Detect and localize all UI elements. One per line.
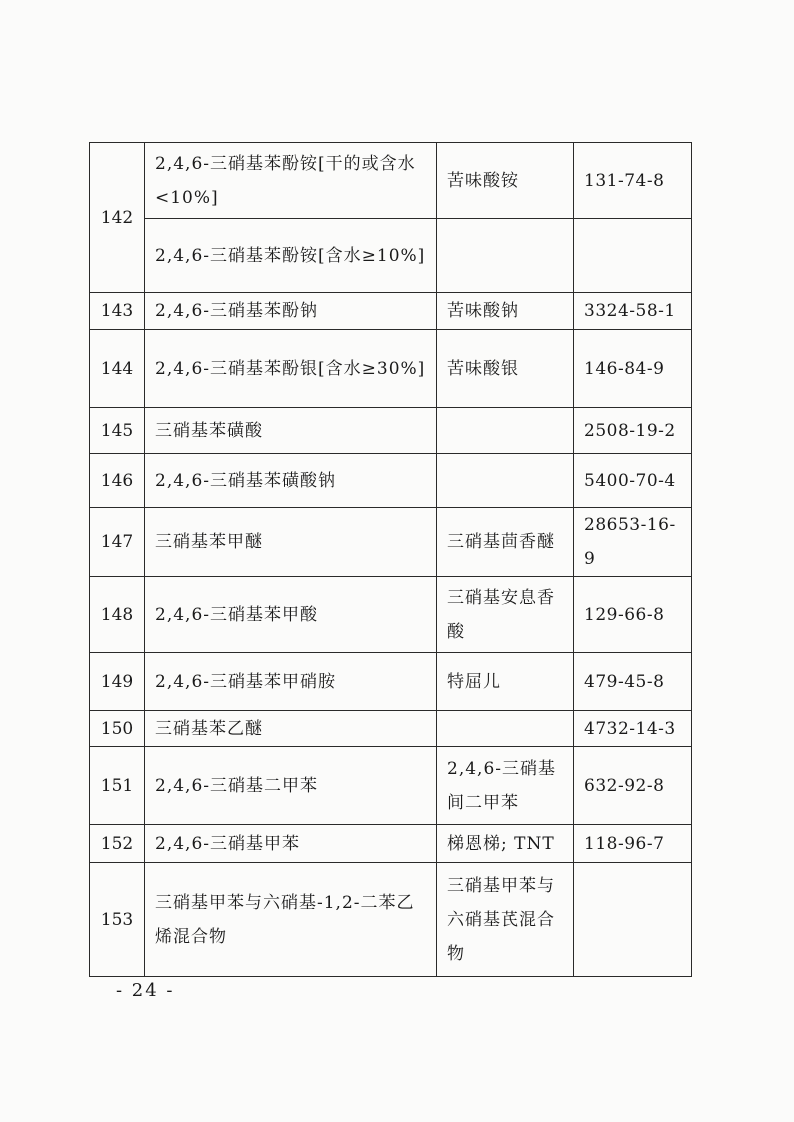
cas-number: [574, 219, 692, 293]
chemical-name: 2,4,6-三硝基苯酚铵[含水≥10%]: [145, 219, 437, 293]
page-number: - 24 -: [116, 980, 175, 1001]
cas-number: 632-92-8: [574, 747, 692, 825]
row-number: 144: [90, 330, 145, 408]
chemical-name: 2,4,6-三硝基甲苯: [145, 825, 437, 863]
chemical-alias: [437, 711, 574, 747]
row-number: 148: [90, 577, 145, 653]
chemical-alias: 苦味酸银: [437, 330, 574, 408]
table-row: [90, 219, 692, 293]
chemical-alias: 苦味酸铵: [437, 143, 574, 219]
chemical-alias: 三硝基茴香醚: [437, 508, 574, 577]
cas-number: 28653-16-9: [574, 508, 692, 577]
chemical-name: 2,4,6-三硝基苯甲硝胺: [145, 653, 437, 711]
cas-number: [574, 863, 692, 977]
table-row: [90, 711, 692, 747]
chemical-name: 三硝基甲苯与六硝基-1,2-二苯乙烯混合物: [145, 863, 437, 977]
row-number: 149: [90, 653, 145, 711]
table-row: [90, 577, 692, 653]
chemical-name: 2,4,6-三硝基苯酚银[含水≥30%]: [145, 330, 437, 408]
table-row: [90, 508, 692, 577]
cas-number: 4732-14-3: [574, 711, 692, 747]
row-number: 142: [90, 143, 145, 293]
table-row: [90, 825, 692, 863]
table-row: [90, 747, 692, 825]
chemical-name: 2,4,6-三硝基苯酚钠: [145, 293, 437, 330]
chemical-table: [89, 142, 692, 977]
table-row: [90, 863, 692, 977]
row-number: 153: [90, 863, 145, 977]
chemical-name: 三硝基苯甲醚: [145, 508, 437, 577]
chemical-name: 2,4,6-三硝基苯酚铵[干的或含水<10%]: [145, 143, 437, 219]
table-row: [90, 330, 692, 408]
chemical-alias: 三硝基安息香酸: [437, 577, 574, 653]
cas-number: 479-45-8: [574, 653, 692, 711]
chemical-alias: 三硝基甲苯与六硝基芪混合物: [437, 863, 574, 977]
row-number: 145: [90, 408, 145, 454]
table-row: [90, 454, 692, 508]
table-row: [90, 293, 692, 330]
chemical-name: 三硝基苯磺酸: [145, 408, 437, 454]
chemical-alias: [437, 408, 574, 454]
cas-number: 2508-19-2: [574, 408, 692, 454]
table-row: [90, 653, 692, 711]
chemical-alias: 苦味酸钠: [437, 293, 574, 330]
chemical-alias: 特屈儿: [437, 653, 574, 711]
row-number: 146: [90, 454, 145, 508]
cas-number: 131-74-8: [574, 143, 692, 219]
row-number: 147: [90, 508, 145, 577]
row-number: 143: [90, 293, 145, 330]
chemical-name: 三硝基苯乙醚: [145, 711, 437, 747]
table-row: [90, 408, 692, 454]
cas-number: 129-66-8: [574, 577, 692, 653]
chemical-alias: 梯恩梯; TNT: [437, 825, 574, 863]
row-number: 151: [90, 747, 145, 825]
row-number: 152: [90, 825, 145, 863]
chemical-alias: [437, 219, 574, 293]
row-number: 150: [90, 711, 145, 747]
cas-number: 3324-58-1: [574, 293, 692, 330]
cas-number: 5400-70-4: [574, 454, 692, 508]
cas-number: 118-96-7: [574, 825, 692, 863]
chemical-name: 2,4,6-三硝基二甲苯: [145, 747, 437, 825]
chemical-alias: 2,4,6-三硝基间二甲苯: [437, 747, 574, 825]
table-row: [90, 143, 692, 219]
chemical-alias: [437, 454, 574, 508]
chemical-name: 2,4,6-三硝基苯甲酸: [145, 577, 437, 653]
chemical-name: 2,4,6-三硝基苯磺酸钠: [145, 454, 437, 508]
cas-number: 146-84-9: [574, 330, 692, 408]
